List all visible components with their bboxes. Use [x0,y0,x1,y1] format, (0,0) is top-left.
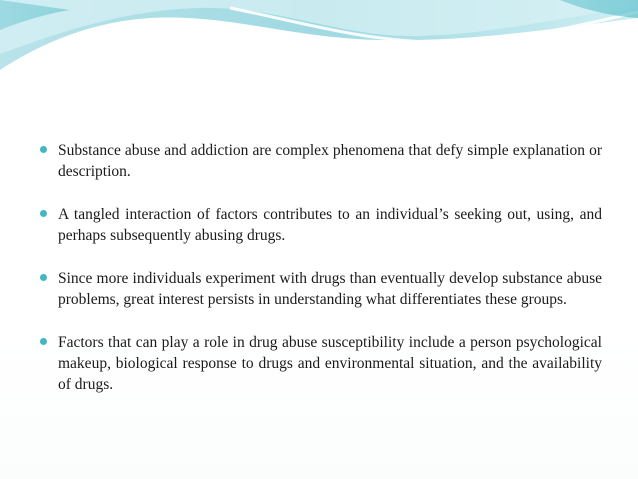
bullet-dot-icon [40,210,47,217]
bullet-dot-icon [40,146,47,153]
bullet-item [40,140,602,182]
bullet-text: Substance abuse and addiction are complex phenomena that defy simple explanation or description. [58,142,602,180]
bullet-dot-icon [40,274,47,281]
bullet-text: Factors that can play a role in drug abuse susceptibility include a person psychological makeup, biological response to drugs and environmental situation, and the availability of drugs. [58,334,602,393]
bullet-item [40,204,602,246]
bullet-item [40,268,602,310]
bullet-list [40,140,602,417]
bullet-text: A tangled interaction of factors contributes to an individual’s seeking out, using, and perhaps subsequently abusing drugs. [58,206,602,244]
bullet-text: Since more individuals experiment with drugs than eventually develop substance abuse problems, great interest persists in understanding what differentiates these groups. [58,270,602,308]
header-wave-decoration [0,0,638,80]
bullet-dot-icon [40,338,47,345]
bullet-item [40,332,602,395]
